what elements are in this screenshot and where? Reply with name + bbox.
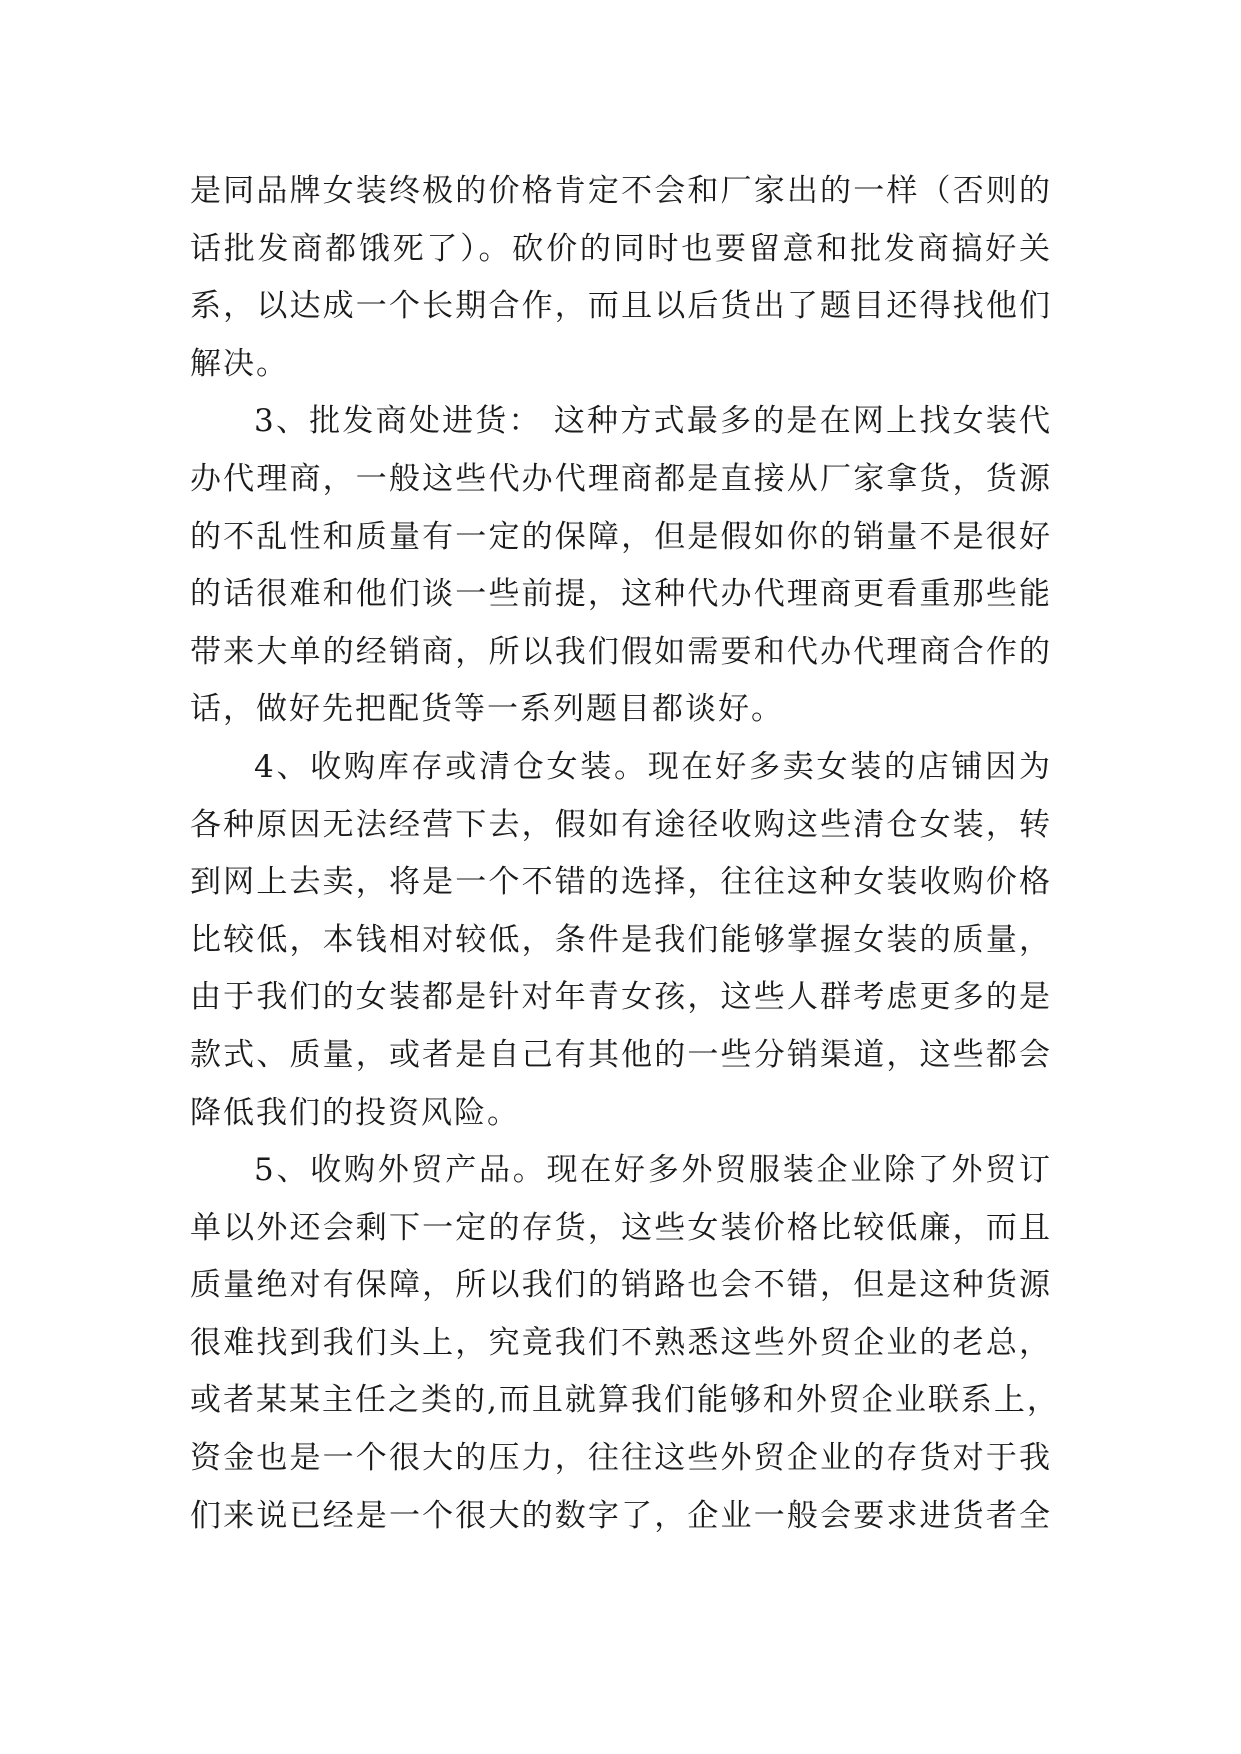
text-line: 话批发商都饿死了）。砍价的同时也要留意和批发商搞好关 xyxy=(190,230,1052,267)
text-line: 们来说已经是一个很大的数字了，企业一般会要求进货者全 xyxy=(190,1497,1052,1534)
text-line: 3、批发商处进货： 这种方式最多的是在网上找女装代 xyxy=(254,403,1052,440)
text-line: 4、收购库存或清仓女装。现在好多卖女装的店铺因为 xyxy=(254,748,1052,785)
text-line: 单以外还会剩下一定的存货，这些女装价格比较低廉，而且 xyxy=(190,1209,1052,1246)
text-line: 的不乱性和质量有一定的保障，但是假如你的销量不是很好 xyxy=(190,518,1052,555)
text-line: 质量绝对有保障，所以我们的销路也会不错，但是这种货源 xyxy=(190,1267,1052,1304)
text-line: 5、收购外贸产品。现在好多外贸服装企业除了外贸订 xyxy=(254,1152,1052,1189)
paragraph-3 xyxy=(190,739,1052,1142)
text-line: 款式、质量，或者是自己有其他的一些分销渠道，这些都会 xyxy=(190,1036,1052,1073)
text-line: 的话很难和他们谈一些前提，这种代办代理商更看重那些能 xyxy=(190,576,1052,613)
paragraph-4 xyxy=(190,1142,1060,1545)
text-line: 各种原因无法经营下去，假如有途径收购这些清仓女装，转 xyxy=(190,806,1052,843)
text-line: 到网上去卖，将是一个不错的选择，往往这种女装收购价格 xyxy=(190,864,1052,901)
text-line: 资金也是一个很大的压力，往往这些外贸企业的存货对于我 xyxy=(190,1440,1052,1477)
text-line: 带来大单的经销商，所以我们假如需要和代办代理商合作的 xyxy=(190,633,1052,670)
text-line: 办代理商，一般这些代办代理商都是直接从厂家拿货，货源 xyxy=(190,460,1052,497)
paragraph-1 xyxy=(190,163,1052,393)
text-line: 系，以达成一个长期合作，而且以后货出了题目还得找他们 xyxy=(190,288,1052,325)
text-line: 解决。 xyxy=(190,345,289,382)
text-line: 或者某某主任之类的,而且就算我们能够和外贸企业联系上， xyxy=(190,1382,1060,1419)
text-line: 是同品牌女装终极的价格肯定不会和厂家出的一样（否则的 xyxy=(190,173,1052,209)
paragraph-2 xyxy=(190,393,1052,739)
body-text xyxy=(190,163,1060,1545)
text-line: 很难找到我们头上，究竟我们不熟悉这些外贸企业的老总， xyxy=(190,1324,1052,1361)
text-line: 降低我们的投资风险。 xyxy=(190,1094,520,1131)
text-line: 由于我们的女装都是针对年青女孩，这些人群考虑更多的是 xyxy=(190,979,1052,1016)
text-line: 比较低，本钱相对较低，条件是我们能够掌握女装的质量， xyxy=(190,921,1052,958)
text-line: 话，做好先把配货等一系列题目都谈好。 xyxy=(190,691,784,728)
